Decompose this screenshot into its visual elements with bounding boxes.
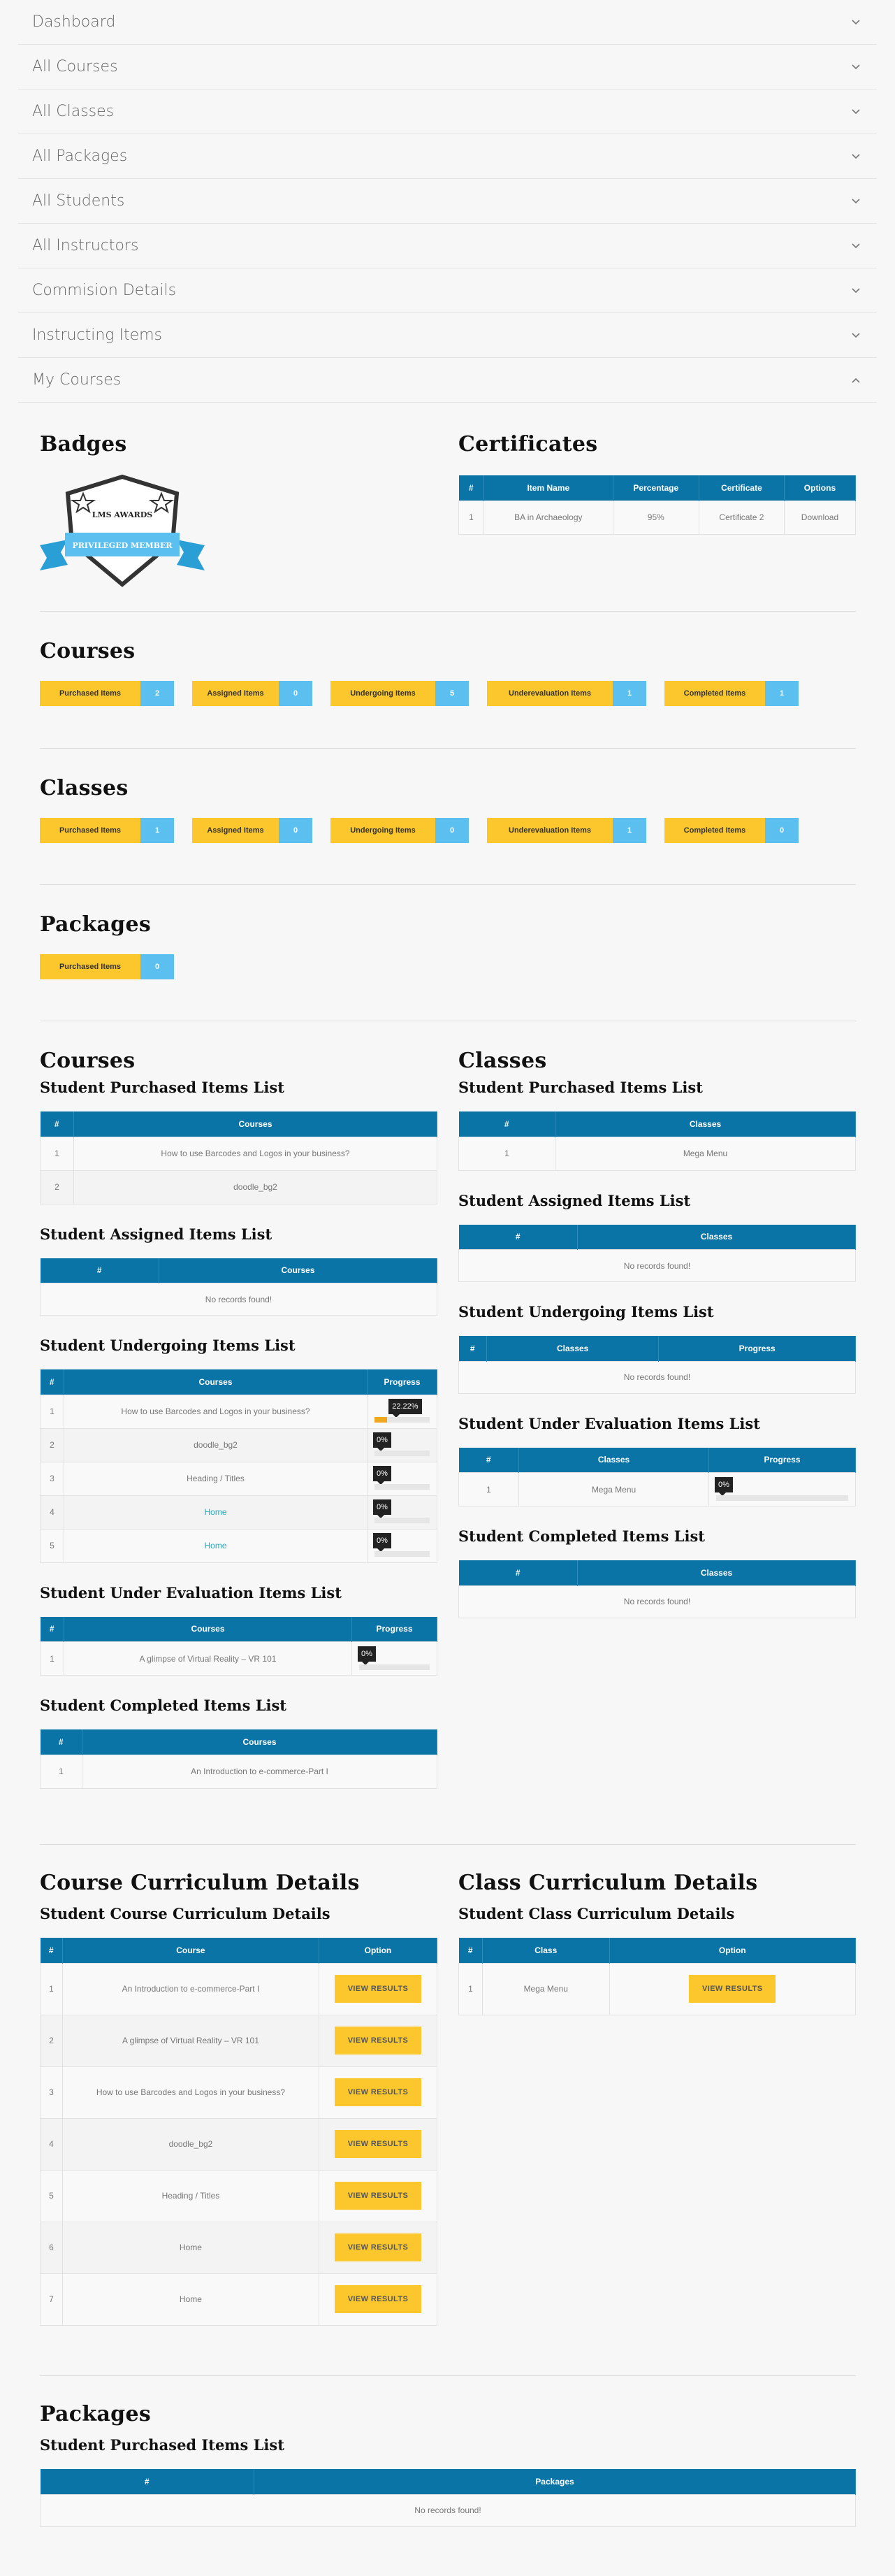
table-row [459, 1250, 856, 1282]
list-title: Student Under Evaluation Items List [40, 1583, 342, 1602]
table-header-row [41, 1729, 437, 1755]
progress-bar [352, 1643, 437, 1674]
courses-lists [40, 1049, 437, 1789]
list-table [40, 1729, 437, 1789]
badge-image [40, 473, 205, 591]
packages-pills [40, 954, 192, 979]
accordion-item[interactable] [18, 224, 877, 268]
list-title: Student Purchased Items List [40, 1079, 284, 1096]
table-row [41, 1529, 437, 1562]
table-cell: 6 [41, 2222, 63, 2273]
table-row [459, 1137, 856, 1170]
list-title: Student Completed Items List [458, 1527, 705, 1545]
divider [40, 611, 856, 612]
column-header: # [459, 475, 484, 501]
accordion-item[interactable] [18, 89, 877, 134]
chevron-down-icon [849, 16, 863, 29]
column-header: Packages [254, 2469, 856, 2494]
column-header: # [41, 1111, 74, 1137]
accordion-item-label: All Students [32, 192, 125, 210]
accordion-item-label: Commision Details [32, 282, 177, 299]
course-curriculum [40, 1871, 437, 2326]
chevron-down-icon [849, 61, 863, 73]
table-cell: How to use Barcodes and Logos in your business? [64, 1395, 368, 1428]
list-table [40, 1617, 437, 1676]
table-cell: Home [63, 2273, 319, 2325]
stat-pill [40, 681, 174, 706]
list-title: Student Completed Items List [40, 1697, 286, 1714]
table-cell: doodle_bg2 [63, 2118, 319, 2170]
accordion-item-label: All Packages [32, 147, 128, 165]
curriculum-table [458, 1938, 856, 2015]
table-cell: 1 [41, 1395, 64, 1428]
accordion [18, 0, 877, 403]
curriculum-subtitle: Student Course Curriculum Details [40, 1905, 330, 1922]
table-row [41, 1283, 437, 1316]
table-row [459, 1963, 856, 2015]
list-title: Student Purchased Items List [458, 1079, 703, 1096]
accordion-item[interactable] [18, 179, 877, 224]
column-header: # [41, 1258, 159, 1283]
accordion-item[interactable] [18, 45, 877, 89]
table-header-row [459, 1111, 856, 1137]
table-cell: Heading / Titles [64, 1462, 368, 1495]
accordion-list [18, 0, 877, 403]
accordion-item-label: All Instructors [32, 237, 139, 254]
table-row [41, 1428, 437, 1462]
table-cell: 1 [459, 1473, 519, 1506]
column-header: # [41, 1938, 63, 1963]
progress-cell [368, 1529, 437, 1562]
no-records: No records found! [459, 1361, 856, 1393]
table-header-row [41, 2469, 856, 2494]
progress-tooltip: 0% [373, 1466, 391, 1481]
item-link[interactable]: Home [64, 1529, 368, 1562]
chevron-down-icon [849, 150, 863, 163]
column-header: # [459, 1225, 578, 1250]
column-header: # [459, 1938, 483, 1963]
column-header: # [41, 1617, 64, 1642]
table-cell: How to use Barcodes and Logos in your business? [74, 1137, 437, 1170]
table-header-row [41, 1111, 437, 1137]
progress-cell [368, 1395, 437, 1428]
accordion-item[interactable] [18, 268, 877, 313]
list-table [458, 1225, 856, 1283]
progress-bar [709, 1474, 855, 1505]
table-cell: 1 [41, 1642, 64, 1676]
stat-pill [192, 818, 312, 843]
column-header: Progress [709, 1448, 856, 1473]
column-header: Percentage [613, 475, 699, 501]
progress-tooltip: 22.22% [388, 1399, 421, 1414]
column-header: Classes [519, 1448, 709, 1473]
stat-pill-label: Undergoing Items [330, 818, 435, 843]
stat-pill-value: 1 [613, 681, 646, 706]
table-cell: Certificate 2 [699, 501, 784, 534]
view-results-button[interactable]: VIEW RESULTS [689, 1975, 776, 2003]
column-header: Progress [368, 1369, 437, 1395]
stat-pill-label: Underevaluation Items [487, 681, 613, 706]
stat-pill-value: 2 [140, 681, 174, 706]
column-header: Courses [82, 1729, 437, 1755]
chevron-down-icon [849, 240, 863, 252]
progress-cell [368, 1495, 437, 1529]
packages-table [40, 2469, 856, 2527]
no-records: No records found! [459, 1250, 856, 1282]
table-row [41, 1495, 437, 1529]
table-row [41, 2118, 437, 2170]
stat-pill-value: 0 [279, 681, 312, 706]
stat-pill [487, 818, 646, 843]
courses-lists-title: Courses [40, 1049, 136, 1073]
summary-packages-title: Packages [40, 912, 152, 937]
table-header-row [459, 1448, 856, 1473]
progress-cell [352, 1642, 437, 1676]
progress-tooltip: 0% [373, 1533, 391, 1548]
curriculum-title: Class Curriculum Details [458, 1871, 758, 1895]
table-cell: How to use Barcodes and Logos in your business? [63, 2066, 319, 2118]
table-cell: 3 [41, 2066, 63, 2118]
list-title: Student Assigned Items List [40, 1225, 272, 1243]
table-cell: 2 [41, 1428, 64, 1462]
column-header: Classes [578, 1225, 856, 1250]
table-cell: doodle_bg2 [74, 1170, 437, 1204]
download-link[interactable]: Download [784, 501, 855, 534]
summary-courses-title: Courses [40, 639, 136, 663]
stat-pill-label: Assigned Items [192, 681, 279, 706]
summary-classes-title: Classes [40, 776, 129, 800]
table-row [41, 2170, 437, 2222]
classes-lists [458, 1049, 856, 1618]
stat-pill-value: 0 [435, 818, 469, 843]
list-title: Student Undergoing Items List [458, 1303, 714, 1321]
stat-pill-label: Completed Items [664, 818, 765, 843]
divider [40, 2375, 856, 2376]
column-header: # [41, 2469, 254, 2494]
view-results-button[interactable]: VIEW RESULTS [335, 2078, 421, 2106]
table-row [41, 1642, 437, 1676]
table-row [41, 2066, 437, 2118]
progress-bar [368, 1396, 437, 1427]
table-cell: 5 [41, 2170, 63, 2222]
accordion-item-label: All Classes [32, 103, 115, 120]
accordion-item-label: All Courses [32, 58, 118, 75]
stat-pill [487, 681, 646, 706]
list-title: Student Undergoing Items List [40, 1337, 296, 1354]
chevron-down-icon [849, 285, 863, 297]
stat-pill-value: 1 [765, 681, 799, 706]
table-cell: 5 [41, 1529, 64, 1562]
class-curriculum [458, 1871, 856, 2015]
option-cell [609, 1963, 855, 2015]
stat-pill [40, 954, 174, 979]
column-header: Courses [64, 1369, 368, 1395]
chevron-up-icon [849, 374, 863, 387]
view-results-button[interactable]: VIEW RESULTS [335, 1975, 421, 2003]
table-row [459, 501, 856, 534]
option-cell [319, 2118, 437, 2170]
view-results-button[interactable]: VIEW RESULTS [335, 2285, 421, 2313]
list-table [458, 1111, 856, 1171]
table-cell: doodle_bg2 [64, 1428, 368, 1462]
column-header: Item Name [484, 475, 613, 501]
table-cell: 3 [41, 1462, 64, 1495]
table-row [459, 1585, 856, 1618]
table-cell: 95% [613, 501, 699, 534]
progress-tooltip: 0% [373, 1432, 391, 1448]
accordion-item-label: Dashboard [32, 13, 116, 31]
column-header: Certificate [699, 475, 784, 501]
certificates-title: Certificates [458, 432, 598, 456]
accordion-item-label: Instructing Items [32, 326, 163, 344]
accordion-item[interactable] [18, 0, 877, 45]
stat-pill [330, 818, 469, 843]
stat-pill-label: Purchased Items [40, 818, 140, 843]
table-row [41, 2494, 856, 2526]
no-records: No records found! [41, 1283, 437, 1316]
progress-bar [368, 1497, 437, 1527]
table-row [41, 2273, 437, 2325]
list-table [458, 1336, 856, 1394]
progress-cell [709, 1473, 856, 1506]
stat-pill-label: Assigned Items [192, 818, 279, 843]
table-cell: 4 [41, 2118, 63, 2170]
stat-pill [664, 681, 799, 706]
table-header-row [41, 1258, 437, 1283]
table-row [41, 1462, 437, 1495]
table-header-row [41, 1617, 437, 1642]
table-header-row [41, 1369, 437, 1395]
courses-pills [40, 681, 817, 706]
table-cell: 7 [41, 2273, 63, 2325]
table-header-row [459, 1938, 856, 1963]
column-header: Progress [352, 1617, 437, 1642]
table-row [41, 1170, 437, 1204]
table-cell: Heading / Titles [63, 2170, 319, 2222]
chevron-down-icon [849, 195, 863, 208]
no-records: No records found! [41, 2494, 856, 2526]
stat-pill [330, 681, 469, 706]
curriculum-title: Course Curriculum Details [40, 1871, 360, 1895]
list-table [40, 1369, 437, 1563]
progress-bar [368, 1430, 437, 1460]
table-row [41, 1395, 437, 1428]
divider [40, 884, 856, 885]
no-records: No records found! [459, 1585, 856, 1618]
certificates-table [458, 475, 856, 535]
table-cell: 2 [41, 2015, 63, 2066]
table-header-row [459, 1560, 856, 1585]
stat-pill-value: 1 [140, 818, 174, 843]
progress-bar [368, 1530, 437, 1561]
table-cell: A glimpse of Virtual Reality – VR 101 [64, 1642, 352, 1676]
table-cell: 1 [41, 1755, 82, 1788]
table-row [41, 1137, 437, 1170]
option-cell [319, 1963, 437, 2015]
item-link[interactable]: Home [64, 1495, 368, 1529]
column-header: # [459, 1448, 519, 1473]
table-row [41, 1755, 437, 1788]
badges-title: Badges [40, 432, 127, 456]
stat-pill-value: 5 [435, 681, 469, 706]
table-row [41, 2222, 437, 2273]
progress-tooltip: 0% [715, 1477, 733, 1492]
table-header-row [459, 475, 856, 501]
table-cell: 1 [459, 1137, 555, 1170]
column-header: # [459, 1336, 487, 1361]
accordion-item-label: My Courses [32, 371, 122, 389]
column-header: Progress [659, 1336, 856, 1361]
accordion-item[interactable] [18, 134, 877, 179]
table-header-row [459, 1225, 856, 1250]
column-header: # [459, 1111, 555, 1137]
stat-pill [192, 681, 312, 706]
stat-pill [40, 818, 174, 843]
table-row [459, 1473, 856, 1506]
table-cell: 1 [41, 1137, 74, 1170]
option-cell [319, 2222, 437, 2273]
table-cell: Home [63, 2222, 319, 2273]
option-cell [319, 2170, 437, 2222]
column-header: Option [609, 1938, 855, 1963]
progress-cell [368, 1462, 437, 1495]
stat-pill-label: Purchased Items [40, 954, 140, 979]
view-results-button[interactable]: VIEW RESULTS [335, 2182, 421, 2210]
chevron-down-icon [849, 329, 863, 342]
list-table [40, 1111, 437, 1204]
progress-tooltip: 0% [358, 1646, 376, 1662]
list-table [40, 1258, 437, 1316]
view-results-button[interactable]: VIEW RESULTS [335, 2233, 421, 2261]
column-header: Course [63, 1938, 319, 1963]
progress-cell [368, 1428, 437, 1462]
table-cell: 1 [459, 501, 484, 534]
option-cell [319, 2273, 437, 2325]
table-cell: 1 [41, 1963, 63, 2015]
column-header: Class [483, 1938, 610, 1963]
progress-bar [368, 1463, 437, 1494]
column-header: Options [784, 475, 855, 501]
column-header: Classes [555, 1111, 856, 1137]
accordion-item[interactable] [18, 358, 877, 403]
table-cell: An Introduction to e-commerce-Part I [63, 1963, 319, 2015]
column-header: Option [319, 1938, 437, 1963]
svg-text:LMS AWARDS: LMS AWARDS [92, 510, 153, 519]
table-cell: Mega Menu [519, 1473, 709, 1506]
view-results-button[interactable]: VIEW RESULTS [335, 2130, 421, 2158]
column-header: # [459, 1560, 578, 1585]
stat-pill-label: Completed Items [664, 681, 765, 706]
list-table [458, 1448, 856, 1507]
stat-pill [664, 818, 799, 843]
view-results-button[interactable]: VIEW RESULTS [335, 2027, 421, 2055]
stat-pill-label: Purchased Items [40, 681, 140, 706]
classes-lists-title: Classes [458, 1049, 547, 1073]
accordion-item[interactable] [18, 313, 877, 358]
table-header-row [41, 1938, 437, 1963]
list-title: Student Under Evaluation Items List [458, 1414, 760, 1432]
stat-pill-label: Underevaluation Items [487, 818, 613, 843]
table-cell: Mega Menu [483, 1963, 610, 2015]
table-header-row [459, 1336, 856, 1361]
stat-pill-label: Undergoing Items [330, 681, 435, 706]
table-cell: Mega Menu [555, 1137, 856, 1170]
chevron-down-icon [849, 106, 863, 118]
table-cell: 4 [41, 1495, 64, 1529]
progress-tooltip: 0% [373, 1499, 391, 1515]
list-table [458, 1560, 856, 1618]
column-header: # [41, 1729, 82, 1755]
classes-pills [40, 818, 817, 843]
list-title: Student Assigned Items List [458, 1191, 691, 1209]
curriculum-subtitle: Student Class Curriculum Details [458, 1905, 735, 1922]
column-header: Courses [74, 1111, 437, 1137]
table-row [459, 1361, 856, 1393]
stat-pill-value: 0 [140, 954, 174, 979]
table-cell: A glimpse of Virtual Reality – VR 101 [63, 2015, 319, 2066]
table-cell: 1 [459, 1963, 483, 2015]
stat-pill-value: 1 [613, 818, 646, 843]
column-header: Classes [578, 1560, 856, 1585]
option-cell [319, 2066, 437, 2118]
table-cell: An Introduction to e-commerce-Part I [82, 1755, 437, 1788]
table-row [41, 1963, 437, 2015]
svg-text:PRIVILEGED MEMBER: PRIVILEGED MEMBER [72, 541, 173, 550]
curriculum-table [40, 1938, 437, 2326]
stat-pill-value: 0 [279, 818, 312, 843]
stat-pill-value: 0 [765, 818, 799, 843]
packages-section [40, 2402, 856, 2527]
packages-title: Packages [40, 2402, 152, 2426]
table-cell: BA in Archaeology [484, 501, 613, 534]
table-row [41, 2015, 437, 2066]
column-header: Classes [487, 1336, 659, 1361]
divider [40, 1844, 856, 1845]
option-cell [319, 2015, 437, 2066]
divider [40, 748, 856, 749]
column-header: # [41, 1369, 64, 1395]
table-cell: 2 [41, 1170, 74, 1204]
column-header: Courses [159, 1258, 437, 1283]
packages-subtitle: Student Purchased Items List [40, 2436, 284, 2454]
column-header: Courses [64, 1617, 352, 1642]
